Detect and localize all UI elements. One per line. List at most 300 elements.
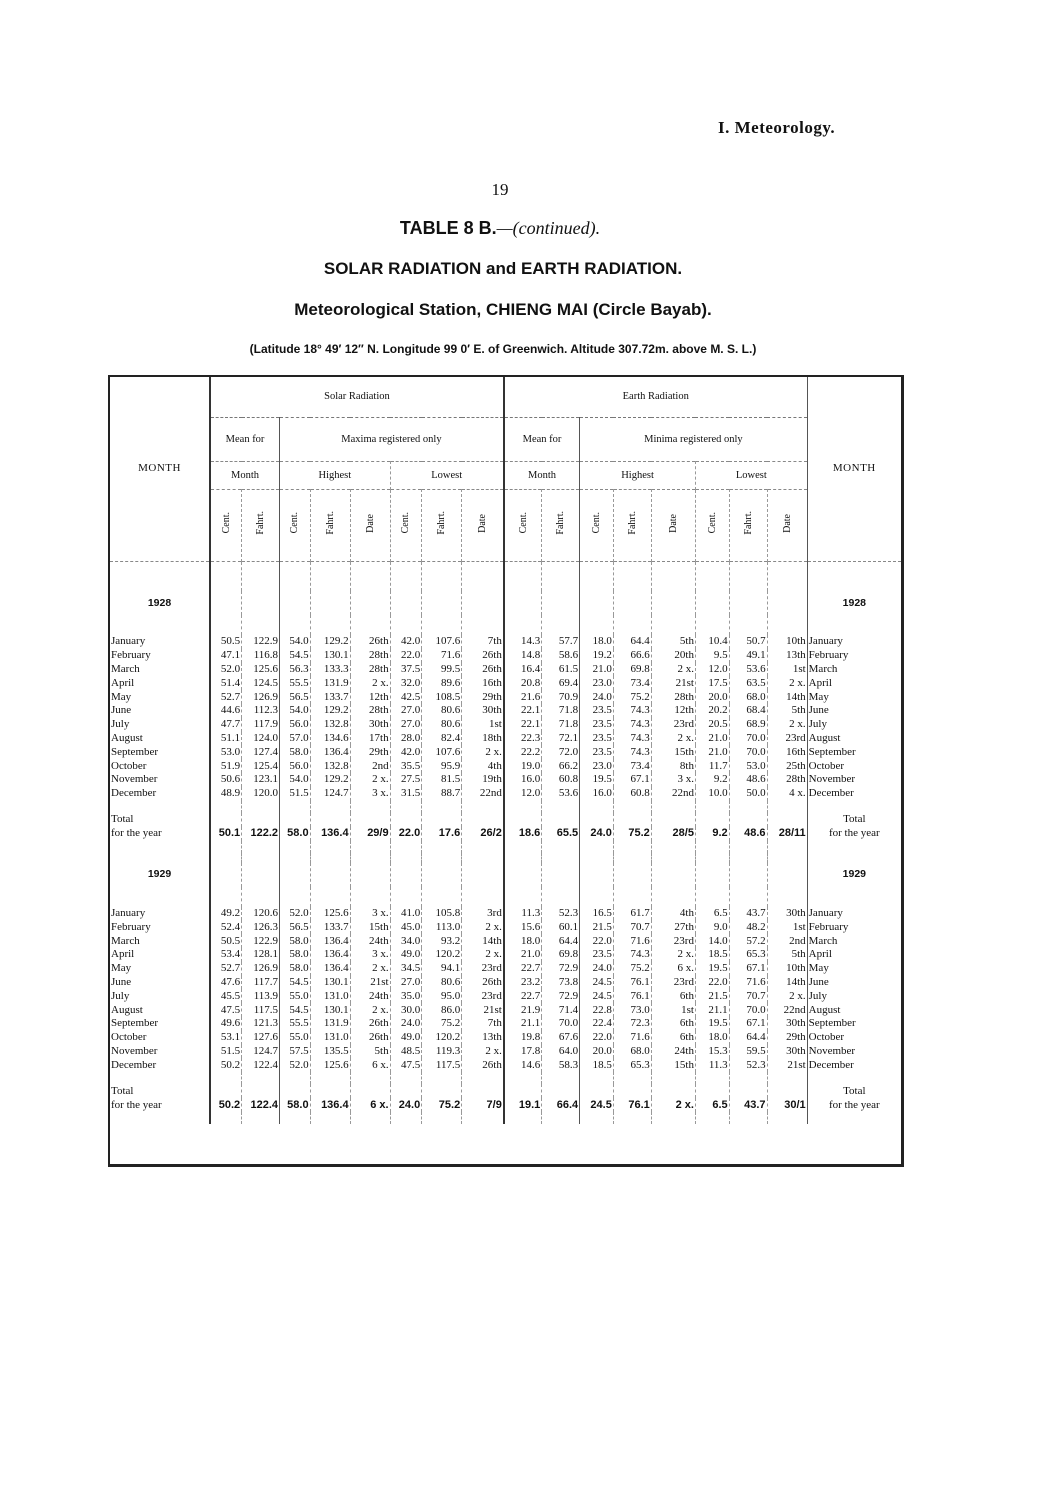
solar-low-date-cell: 23rd: [462, 962, 504, 976]
spacer-cell: [462, 887, 504, 907]
earth-high-date-cell: 27th: [651, 920, 695, 934]
month-cell-right: September: [807, 1017, 901, 1031]
solar-mean-cent-total: 50.1: [210, 827, 242, 841]
solar-low-fahr-cell: 113.0: [422, 920, 462, 934]
solar-low-date-total: [462, 1084, 504, 1098]
solar-high-fahr-total: 136.4: [310, 827, 350, 841]
solar-low-fahr-cell: 75.2: [422, 1017, 462, 1031]
spacer-cell: [422, 561, 462, 591]
spacer-cell: [504, 801, 542, 813]
solar-high-fahr-cell: 133.3: [310, 663, 350, 677]
earth-high-date-cell: 6th: [651, 989, 695, 1003]
spacer-cell: [767, 853, 807, 863]
spacer-cell: [310, 853, 350, 863]
earth-high-date-total: 28/5: [651, 827, 695, 841]
month-cell-right: December: [807, 787, 901, 801]
solar-high-cent-cell: 58.0: [280, 948, 311, 962]
solar-low-date-cell: 16th: [462, 676, 504, 690]
solar-low-date-cell: 2 x.: [462, 948, 504, 962]
solar-low-cent-cell: 35.5: [390, 759, 422, 773]
earth-high-fahr-cell: 67.1: [613, 773, 651, 787]
earth-low-date-cell: 4 x.: [767, 787, 807, 801]
solar-high-cent-cell: 57.5: [280, 1045, 311, 1059]
blank-cell: [310, 591, 350, 615]
solar-mean-fahr-cell: 126.9: [242, 690, 280, 704]
solar-low-cent-total: [390, 813, 422, 827]
table-row: [110, 934, 901, 948]
spacer-cell: [242, 841, 280, 853]
solar-low-fahr-cell: 80.6: [422, 718, 462, 732]
solar-low-cent-cell: 45.0: [390, 920, 422, 934]
unit-label: Date: [667, 513, 679, 533]
spacer-cell: [504, 1112, 542, 1124]
table-row: [110, 787, 901, 801]
month-header-left: MONTH: [138, 462, 181, 475]
earth-low-fahr-cell: 68.9: [729, 718, 767, 732]
unit-label: Fahrt.: [324, 511, 336, 535]
spacer-cell: [695, 887, 729, 907]
earth-low-date-cell: 10th: [767, 635, 807, 649]
earth-high-date-cell: 8th: [651, 759, 695, 773]
earth-high-cent-cell: 21.5: [580, 920, 614, 934]
earth-high-cent-cell: 24.5: [580, 989, 614, 1003]
spacer-cell: [110, 615, 210, 635]
earth-low-cent-cell: 20.5: [695, 718, 729, 732]
year-label: 1929: [147, 868, 172, 881]
solar-mean-fahr-cell: 124.5: [242, 676, 280, 690]
solar-high-date-cell: 3 x.: [350, 907, 390, 921]
earth-mean-fahr-cell: 67.6: [542, 1031, 580, 1045]
solar-low-fahr-cell: 71.6: [422, 649, 462, 663]
solar-low-cent-cell: 41.0: [390, 907, 422, 921]
month-cell-right: January: [807, 907, 901, 921]
earth-mean-fahr-cell: 64.4: [542, 934, 580, 948]
spacer-cell: [280, 561, 311, 591]
table-row: [110, 948, 901, 962]
solar-high-cent-cell: 56.5: [280, 920, 311, 934]
earth-mean-cent-total: [504, 813, 542, 827]
total-row: [110, 827, 901, 841]
spacer-cell: [422, 801, 462, 813]
solar-high-fahr-total: [310, 813, 350, 827]
spacer-cell: [504, 853, 542, 863]
earth-high-cent-header: [580, 489, 614, 561]
solar-high-fahr-total: 136.4: [310, 1098, 350, 1112]
solar-mean-cent-cell: 53.4: [210, 948, 242, 962]
blank-cell: [651, 863, 695, 887]
spacer-cell: [280, 1072, 311, 1084]
solar-high-date-cell: 24th: [350, 989, 390, 1003]
earth-mean-fahr-cell: 72.9: [542, 962, 580, 976]
spacer-cell: [807, 561, 901, 591]
spacer-cell: [542, 801, 580, 813]
section-heading: I. Meteorology.: [718, 118, 836, 137]
earth-mean-cent-total: [504, 1084, 542, 1098]
earth-high-date-cell: 24th: [651, 1045, 695, 1059]
earth-low-date-cell: 5th: [767, 948, 807, 962]
solar-high-date-cell: 26th: [350, 1017, 390, 1031]
solar-high-fahr-cell: 130.1: [310, 1003, 350, 1017]
spacer-cell: [462, 615, 504, 635]
earth-high-date-total: [651, 1084, 695, 1098]
spacer-row: [110, 1112, 901, 1124]
earth-low-date-cell: 30th: [767, 1017, 807, 1031]
month-cell: November: [111, 1044, 158, 1057]
blank-cell: [580, 863, 614, 887]
spacer-cell: [422, 1112, 462, 1124]
spacer-cell: [613, 887, 651, 907]
earth-low-date-total: [767, 813, 807, 827]
earth-mean-cent-cell: 22.1: [504, 704, 542, 718]
month-cell: February: [111, 920, 151, 933]
solar-low-cent-cell: 24.0: [390, 1017, 422, 1031]
spacer-cell: [807, 615, 901, 635]
spacer-cell: [651, 887, 695, 907]
solar-high-fahr-cell: 136.4: [310, 948, 350, 962]
solar-high-date-cell: 28th: [350, 649, 390, 663]
spacer-cell: [504, 887, 542, 907]
spacer-cell: [651, 1072, 695, 1084]
earth-mean-fahr-cell: 58.3: [542, 1058, 580, 1072]
solar-low-fahr-cell: 108.5: [422, 690, 462, 704]
earth-high-date-cell: 2 x.: [651, 663, 695, 677]
solar-low-date-cell: 30th: [462, 704, 504, 718]
earth-low-fahr-cell: 50.7: [729, 635, 767, 649]
earth-mean-cent-cell: 22.2: [504, 745, 542, 759]
spacer-cell: [613, 1072, 651, 1084]
blank-cell: [462, 863, 504, 887]
earth-high-cent-cell: 19.5: [580, 773, 614, 787]
solar-high-cent-cell: 56.5: [280, 690, 311, 704]
spacer-cell: [110, 1112, 210, 1124]
solar-radiation-header: Solar Radiation: [210, 377, 504, 417]
earth-minima-header: Minima registered only: [580, 417, 808, 461]
earth-high-fahr-cell: 64.4: [613, 635, 651, 649]
solar-low-cent-cell: 28.0: [390, 732, 422, 746]
earth-mean-cent-cell: 21.0: [504, 948, 542, 962]
month-cell: April: [111, 948, 135, 961]
earth-mean-fahr-cell: 71.4: [542, 1003, 580, 1017]
earth-high-date-cell: 3 x.: [651, 773, 695, 787]
spacer-cell: [242, 561, 280, 591]
solar-high-fahr-cell: 129.2: [310, 704, 350, 718]
blank-cell: [390, 591, 422, 615]
solar-mean-fahr-cell: 112.3: [242, 704, 280, 718]
earth-low-fahr-cell: 52.3: [729, 1058, 767, 1072]
earth-high-cent-total: [580, 1084, 614, 1098]
spacer-cell: [542, 561, 580, 591]
earth-low-date-total: 28/11: [767, 827, 807, 841]
solar-low-cent-header: [390, 489, 422, 561]
unit-label: Cent.: [706, 512, 718, 534]
spacer-cell: [242, 1112, 280, 1124]
table-row: [110, 1031, 901, 1045]
spacer-cell: [542, 841, 580, 853]
solar-high-fahr-cell: 125.6: [310, 907, 350, 921]
solar-mean-fahr-cell: 117.5: [242, 1003, 280, 1017]
solar-mean-cent-cell: 50.5: [210, 934, 242, 948]
spacer-cell: [210, 1072, 242, 1084]
spacer-cell: [210, 887, 242, 907]
earth-low-cent-cell: 20.2: [695, 704, 729, 718]
earth-mean-fahr-cell: 73.8: [542, 976, 580, 990]
solar-low-fahr-total: 17.6: [422, 827, 462, 841]
earth-mean-cent-cell: 21.1: [504, 1017, 542, 1031]
spacer-cell: [613, 615, 651, 635]
earth-high-date-cell: 15th: [651, 745, 695, 759]
month-cell: February: [111, 649, 151, 662]
table-continued: —(continued).: [496, 218, 601, 238]
earth-high-date-cell: 20th: [651, 649, 695, 663]
earth-highest-header: Highest: [580, 461, 696, 489]
solar-high-cent-cell: 58.0: [280, 745, 311, 759]
solar-mean-fahr-cell: 122.4: [242, 1058, 280, 1072]
earth-high-cent-cell: 24.0: [580, 690, 614, 704]
spacer-cell: [613, 1112, 651, 1124]
earth-mean-fahr-cell: 58.6: [542, 649, 580, 663]
earth-high-date-cell: 5th: [651, 635, 695, 649]
blank-cell: [542, 863, 580, 887]
earth-high-date-total: [651, 813, 695, 827]
earth-high-cent-cell: 20.0: [580, 1045, 614, 1059]
spacer-cell: [350, 801, 390, 813]
spacer-cell: [504, 615, 542, 635]
earth-mean-cent-cell: 18.0: [504, 934, 542, 948]
spacer-cell: [504, 1072, 542, 1084]
blank-cell: [310, 863, 350, 887]
earth-low-cent-cell: 18.0: [695, 1031, 729, 1045]
spacer-cell: [422, 1072, 462, 1084]
spacer-cell: [390, 801, 422, 813]
spacer-cell: [280, 887, 311, 907]
solar-low-date-cell: 13th: [462, 1031, 504, 1045]
solar-low-date-cell: 2 x.: [462, 1045, 504, 1059]
solar-mean-cent-cell: 48.9: [210, 787, 242, 801]
earth-low-date-header: [767, 489, 807, 561]
solar-high-date-cell: 24th: [350, 934, 390, 948]
spacer-cell: [110, 561, 210, 591]
month-cell-right: April: [807, 948, 901, 962]
table-row: [110, 1045, 901, 1059]
unit-label: Fahrt.: [626, 511, 638, 535]
total-label-right: Total: [807, 1084, 901, 1098]
blank-cell: [767, 863, 807, 887]
solar-high-cent-cell: 56.0: [280, 718, 311, 732]
total-label-right: for the year: [807, 827, 901, 841]
month-cell: July: [111, 989, 130, 1002]
solar-high-date-cell: 12th: [350, 690, 390, 704]
solar-low-date-cell: 26th: [462, 976, 504, 990]
earth-high-cent-cell: 16.5: [580, 907, 614, 921]
spacer-row: [110, 1072, 901, 1084]
spacer-cell: [767, 841, 807, 853]
solar-low-date-cell: 29th: [462, 690, 504, 704]
solar-mean-cent-total: 50.2: [210, 1098, 242, 1112]
spacer-row: [110, 615, 901, 635]
solar-low-cent-cell: 49.0: [390, 1031, 422, 1045]
month-cell-right: March: [807, 663, 901, 677]
spacer-cell: [310, 615, 350, 635]
solar-high-fahr-cell: 131.9: [310, 1017, 350, 1031]
earth-high-fahr-cell: 72.3: [613, 1017, 651, 1031]
spacer-cell: [580, 1112, 614, 1124]
earth-high-fahr-header: [613, 489, 651, 561]
earth-low-cent-total: 6.5: [695, 1098, 729, 1112]
spacer-cell: [695, 841, 729, 853]
solar-low-date-cell: 23rd: [462, 989, 504, 1003]
earth-high-cent-cell: 22.4: [580, 1017, 614, 1031]
total-label-right: for the year: [807, 1098, 901, 1112]
spacer-cell: [310, 1072, 350, 1084]
earth-high-fahr-cell: 75.2: [613, 962, 651, 976]
solar-mean-fahr-cell: 117.7: [242, 976, 280, 990]
blank-cell: [242, 591, 280, 615]
solar-mean-cent-cell: 47.6: [210, 976, 242, 990]
earth-high-fahr-cell: 70.7: [613, 920, 651, 934]
solar-high-cent-header: [280, 489, 311, 561]
solar-low-date-cell: 4th: [462, 759, 504, 773]
solar-low-cent-cell: 35.0: [390, 989, 422, 1003]
earth-low-date-cell: 29th: [767, 1031, 807, 1045]
earth-high-cent-cell: 24.0: [580, 962, 614, 976]
month-cell-right: August: [807, 732, 901, 746]
earth-high-cent-cell: 18.5: [580, 1058, 614, 1072]
solar-high-fahr-cell: 124.7: [310, 787, 350, 801]
spacer-cell: [310, 561, 350, 591]
earth-low-fahr-total: [729, 813, 767, 827]
solar-high-cent-total: [280, 1084, 311, 1098]
solar-high-fahr-cell: 136.4: [310, 934, 350, 948]
solar-mean-fahr-cell: 123.1: [242, 773, 280, 787]
solar-low-fahr-cell: 94.1: [422, 962, 462, 976]
month-cell-right: November: [807, 1045, 901, 1059]
blank-cell: [350, 591, 390, 615]
blank-cell: [390, 863, 422, 887]
earth-low-cent-cell: 21.5: [695, 989, 729, 1003]
spacer-cell: [542, 887, 580, 907]
solar-low-fahr-cell: 119.3: [422, 1045, 462, 1059]
spacer-cell: [580, 1072, 614, 1084]
solar-mean-cent-total: [210, 813, 242, 827]
solar-high-date-cell: 15th: [350, 920, 390, 934]
earth-mean-cent-header: [504, 489, 542, 561]
unit-label: Cent.: [220, 512, 232, 534]
earth-mean-cent-cell: 19.0: [504, 759, 542, 773]
month-cell: October: [111, 1031, 147, 1044]
solar-low-cent-cell: 42.5: [390, 690, 422, 704]
earth-low-date-cell: 1st: [767, 920, 807, 934]
solar-mean-fahr-cell: 122.9: [242, 934, 280, 948]
solar-mean-cent-cell: 47.7: [210, 718, 242, 732]
earth-low-cent-cell: 18.5: [695, 948, 729, 962]
spacer-cell: [242, 853, 280, 863]
earth-low-cent-total: [695, 813, 729, 827]
solar-low-fahr-total: 75.2: [422, 1098, 462, 1112]
solar-low-date-cell: 2 x.: [462, 920, 504, 934]
earth-high-cent-total: 24.0: [580, 827, 614, 841]
earth-high-date-header: [651, 489, 695, 561]
spacer-cell: [110, 801, 210, 813]
spacer-cell: [462, 561, 504, 591]
earth-mean-fahr-cell: 60.8: [542, 773, 580, 787]
month-cell: December: [111, 787, 157, 800]
solar-low-cent-total: 24.0: [390, 1098, 422, 1112]
solar-mean-cent-cell: 47.5: [210, 1003, 242, 1017]
earth-mean-cent-total: 18.6: [504, 827, 542, 841]
spacer-cell: [695, 1112, 729, 1124]
solar-mean-fahr-cell: 122.9: [242, 635, 280, 649]
earth-low-date-cell: 2 x.: [767, 718, 807, 732]
solar-high-date-cell: 21st: [350, 976, 390, 990]
earth-mean-fahr-total: 66.4: [542, 1098, 580, 1112]
earth-mean-fahr-total: 65.5: [542, 827, 580, 841]
earth-high-date-total: 2 x.: [651, 1098, 695, 1112]
spacer-cell: [462, 801, 504, 813]
earth-high-fahr-total: [613, 813, 651, 827]
spacer-cell: [462, 853, 504, 863]
earth-low-cent-cell: 10.0: [695, 787, 729, 801]
earth-mean-cent-cell: 14.6: [504, 1058, 542, 1072]
solar-high-fahr-cell: 132.8: [310, 759, 350, 773]
earth-mean-cent-cell: 22.3: [504, 732, 542, 746]
spacer-row: [110, 561, 901, 591]
blank-cell: [651, 591, 695, 615]
earth-low-fahr-cell: 70.0: [729, 732, 767, 746]
earth-high-fahr-cell: 60.8: [613, 787, 651, 801]
earth-high-cent-cell: 23.0: [580, 676, 614, 690]
solar-low-fahr-cell: 89.6: [422, 676, 462, 690]
spacer-cell: [580, 801, 614, 813]
earth-low-fahr-cell: 70.0: [729, 1003, 767, 1017]
solar-high-cent-cell: 55.0: [280, 1031, 311, 1045]
spacer-cell: [807, 1072, 901, 1084]
total-label: Total: [111, 1084, 134, 1097]
spacer-cell: [280, 801, 311, 813]
earth-low-cent-header: [695, 489, 729, 561]
earth-mean-fahr-cell: 60.1: [542, 920, 580, 934]
spacer-cell: [580, 615, 614, 635]
earth-low-fahr-cell: 49.1: [729, 649, 767, 663]
earth-mean-cent-cell: 22.7: [504, 962, 542, 976]
earth-low-cent-cell: 19.5: [695, 962, 729, 976]
solar-mean-cent-cell: 49.6: [210, 1017, 242, 1031]
spacer-cell: [651, 801, 695, 813]
earth-low-cent-cell: 14.0: [695, 934, 729, 948]
solar-low-fahr-cell: 82.4: [422, 732, 462, 746]
earth-low-date-total: [767, 1084, 807, 1098]
earth-high-cent-cell: 23.5: [580, 732, 614, 746]
earth-month-header: Month: [504, 461, 580, 489]
month-cell: January: [111, 635, 146, 648]
solar-low-fahr-cell: 80.6: [422, 976, 462, 990]
spacer-cell: [310, 841, 350, 853]
earth-low-cent-total: 9.2: [695, 827, 729, 841]
earth-mean-fahr-cell: 70.9: [542, 690, 580, 704]
earth-high-fahr-cell: 71.6: [613, 1031, 651, 1045]
earth-high-fahr-cell: 71.6: [613, 934, 651, 948]
earth-mean-fahr-cell: 57.7: [542, 635, 580, 649]
solar-low-date-cell: 2 x.: [462, 745, 504, 759]
solar-high-cent-cell: 57.0: [280, 732, 311, 746]
earth-low-fahr-cell: 71.6: [729, 976, 767, 990]
solar-low-cent-cell: 32.0: [390, 676, 422, 690]
month-cell-right: June: [807, 976, 901, 990]
month-cell: December: [111, 1058, 157, 1071]
earth-high-fahr-cell: 74.3: [613, 948, 651, 962]
unit-label: Cent.: [591, 512, 602, 534]
blank-cell: [613, 863, 651, 887]
table-title-text: TABLE 8 B.: [399, 218, 497, 238]
